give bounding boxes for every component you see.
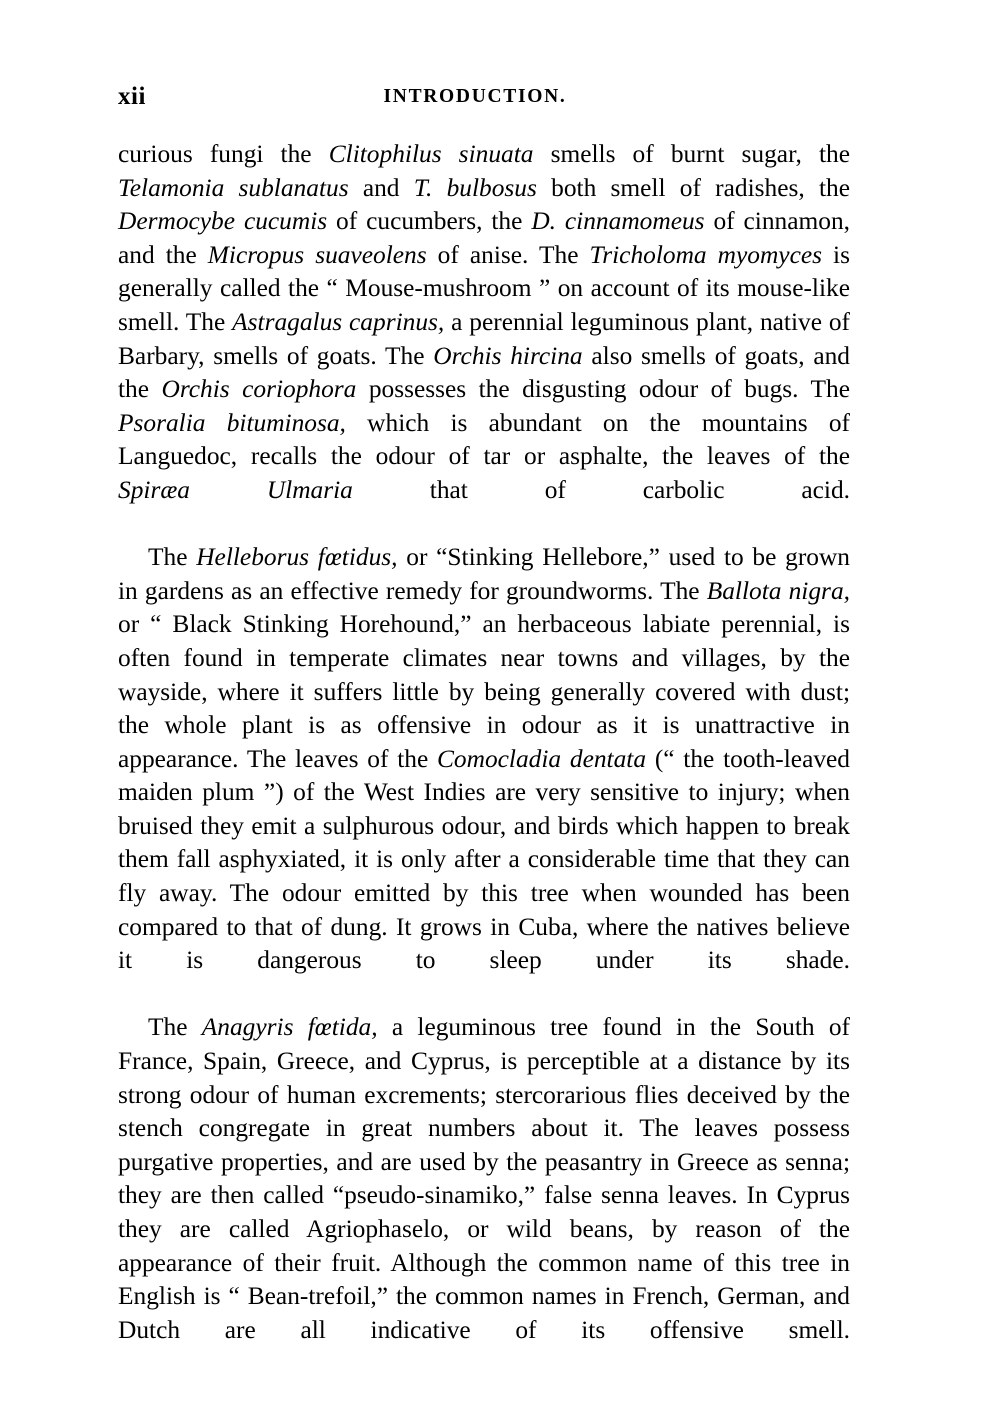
text-run: that of carbolic acid. xyxy=(352,475,850,504)
species-name-italic: Dermocybe cucumis xyxy=(118,207,328,236)
species-name-italic: Orchis hircina xyxy=(433,341,583,370)
species-name-italic: Astragalus caprinus, xyxy=(232,307,445,336)
species-name-italic: Telamonia sublanatus xyxy=(118,173,349,202)
text-run: and xyxy=(348,173,414,202)
species-name-italic: Orchis coriophora xyxy=(161,375,357,404)
species-name-italic: Tricholoma myomyces xyxy=(589,240,822,269)
species-name-italic: Helleborus fœtidus, xyxy=(196,543,398,572)
text-run: or “ Black Stinking Horehound,” an herbaceous labiate perennial, is often found in temperate climates near towns and villages, by the wayside, where it suffers little by being generally covered with dust; the whole plant is as offensive in odour as it is unattractive in appearance. The leaves of the xyxy=(118,610,850,773)
text-run: curious fungi the xyxy=(118,140,329,168)
species-name-italic: Micropus suaveolens xyxy=(207,240,427,269)
species-name-italic: Clitophilus sinuata xyxy=(328,140,534,168)
text-run: a leguminous tree found in the South of France, Spain, Greece, and Cyprus, is perceptible at a distance by its strong odour of human excrements; stercorarious flies deceived by the stench congregate in great numbers about it. The leaves possess purgative properties, and are used by the peasantry in Greece as senna; they are then called “pseudo-sinamiko,” false senna leaves. In Cyprus they are called Agriophaselo, or wild beans, by reason of the appearance of their fruit. Although the common name of this tree in English is “ Bean-trefoil,” the common names in French, German, and Dutch are all indicative of its offensive smell. xyxy=(118,1013,851,1344)
text-run: both smell of radishes, the xyxy=(536,173,850,202)
text-run: (“ the tooth-leaved maiden plum ”) of the West Indies are very sensitive to injury; when bruised they emit a sulphurous odour, and birds which happen to break them fall asphyxiated, it is only after a considerable time that they can fly away. The odour emitted by this tree when wounded has been compared to that of dung. It grows in Cuba, where the natives believe it is dangerous to sleep under its shade. xyxy=(118,744,851,975)
text-run: is generally called the “ Mouse-mushroom ” on account of its mouse-like smell. The xyxy=(118,240,850,336)
text-run: of cinnamon, and the xyxy=(118,207,850,269)
species-name-italic: Comocladia dentata xyxy=(436,744,647,773)
text-run: smells of burnt sugar, the xyxy=(533,140,850,168)
paragraph-3 xyxy=(118,1011,850,1381)
text-run: possesses the disgusting odour of bugs. The xyxy=(356,375,850,404)
species-name-italic: D. cinnamomeus xyxy=(531,207,705,236)
paragraph-2 xyxy=(118,541,850,1011)
text-run: also smells of goats, and the xyxy=(118,341,850,404)
body-text-block xyxy=(118,138,850,1381)
text-run: of cucumbers, the xyxy=(327,207,532,236)
text-run: of anise. The xyxy=(426,240,590,269)
species-name-italic: Psoralia bituminosa, xyxy=(118,408,346,437)
running-head xyxy=(118,82,848,112)
species-name-italic: Anagyris fœtida, xyxy=(201,1013,378,1042)
page-folio-number: xii xyxy=(118,83,146,110)
species-name-italic: Spiræa Ulmaria xyxy=(118,475,353,504)
paragraph-1 xyxy=(118,138,850,541)
species-name-italic: T. bulbosus xyxy=(413,173,537,202)
text-run: a perennial leguminous plant, native of Barbary, smells of goats. The xyxy=(118,307,851,370)
text-run: which is abundant on the mountains of Languedoc, recalls the odour of tar or asphalte, the leaves of the xyxy=(118,408,850,471)
running-head-title: INTRODUCTION. xyxy=(383,86,567,107)
text-run: The xyxy=(148,1013,202,1042)
text-run: The xyxy=(148,543,197,572)
text-run: or “Stinking Hellebore,” used to be grown in gardens as an effective remedy for groundworms. The xyxy=(118,543,851,605)
species-name-italic: Ballota nigra, xyxy=(706,576,850,605)
